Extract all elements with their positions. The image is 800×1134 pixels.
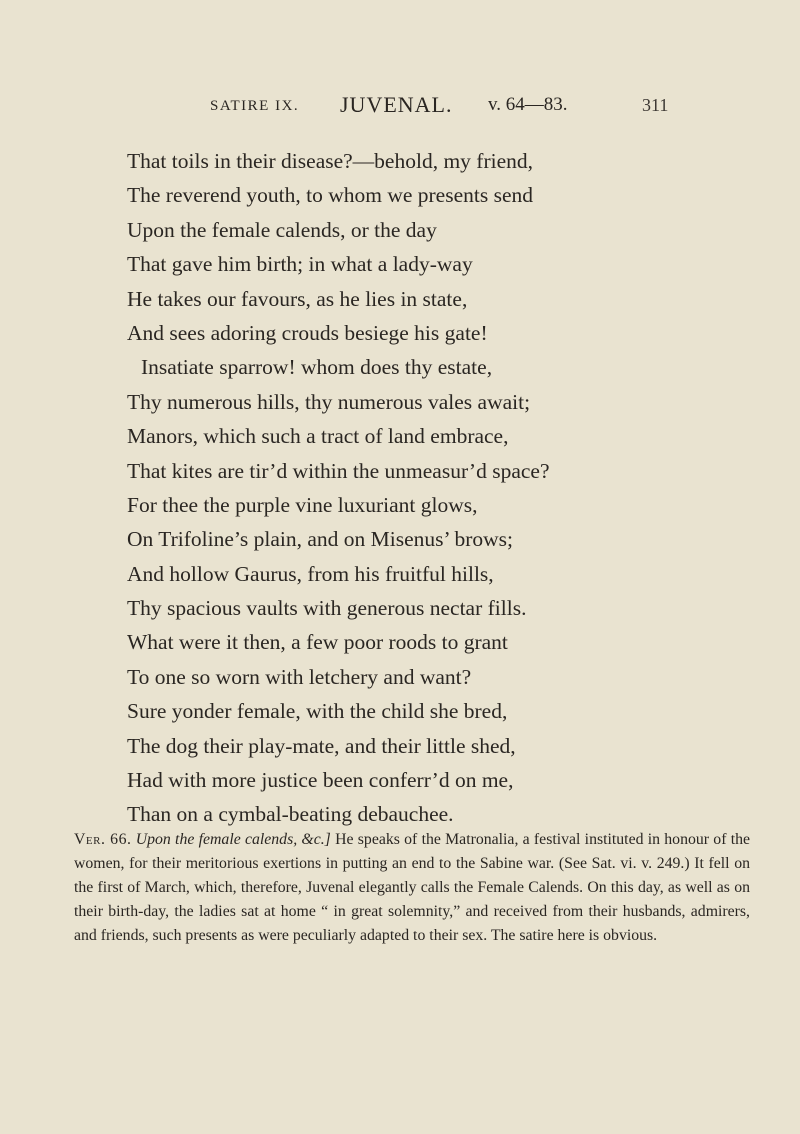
verse-line: And hollow Gaurus, from his fruitful hills, (127, 561, 494, 586)
verse-line: That kites are tir’d within the unmeasur’d space? (127, 458, 550, 483)
footnote-body: He speaks of the Matronalia, a festival instituted in honour of the women, for their meritorious exertions in putting an end to the Sabine war. (See Sat. vi. v. 249.) It fell on the first of March, which, therefore, Juvenal elegantly calls the Female Calends. On this day, as well as on their birth-day, the ladies sat at home “ in great solemnity,” and received from their husbands, admirers, and friends, such presents as were peculiarly adapted to their sex. The satire here is obvious. (74, 831, 751, 944)
verse-line: And sees adoring crouds besiege his gate! (127, 320, 488, 345)
verse-line: He takes our favours, as he lies in state, (127, 286, 468, 311)
footnote (74, 828, 750, 948)
verse-line: To one so worn with letchery and want? (127, 664, 472, 689)
header-author: JUVENAL. (340, 92, 453, 117)
verse-line: That gave him birth; in what a lady-way (127, 252, 473, 277)
verse-line: On Trifoline’s plain, and on Misenus’ brows; (127, 527, 514, 552)
verse-line: Than on a cymbal-beating debauchee. (127, 802, 454, 827)
verse-line: Insatiate sparrow! whom does thy estate, (141, 355, 493, 380)
verse-line: Thy spacious vaults with generous nectar fills. (127, 596, 527, 621)
header-satire-number: SATIRE IX. (210, 98, 300, 114)
verse-line: For thee the purple vine luxuriant glows, (127, 492, 478, 517)
running-header (210, 92, 800, 122)
verse-line: The dog their play-mate, and their little shed, (127, 733, 516, 758)
verse-line: What were it then, a few poor roods to grant (127, 630, 508, 655)
page-number: 311 (642, 95, 669, 115)
poem-text (127, 144, 787, 832)
verse-line: Thy numerous hills, thy numerous vales await; (127, 389, 531, 414)
verse-line: Manors, which such a tract of land embrace, (127, 424, 509, 449)
verse-line: That toils in their disease?—behold, my friend, (127, 149, 534, 173)
verse-line: Upon the female calends, or the day (127, 217, 437, 242)
footnote-lemma: Upon the female calends, &c.] (135, 831, 331, 848)
header-verse-range: v. 64—83. (488, 94, 568, 115)
footnote-verse-ref: Ver. 66. (74, 831, 132, 848)
verse-line: The reverend youth, to whom we presents send (127, 183, 534, 208)
verse-line: Had with more justice been conferr’d on me, (127, 768, 514, 793)
verse-line: Sure yonder female, with the child she bred, (127, 699, 508, 724)
